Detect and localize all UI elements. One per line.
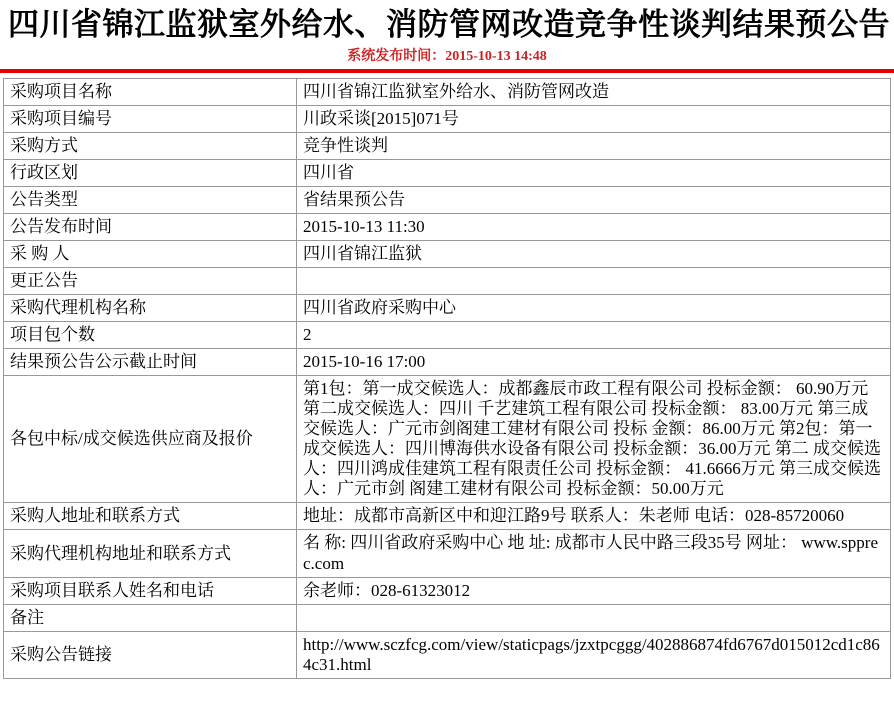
row-value: 2015-10-13 11:30	[297, 213, 891, 240]
table-row	[4, 105, 891, 132]
row-value: http://www.sczfcg.com/view/staticpags/jzxtpcggg/402886874fd6767d015012cd1c864c31.html	[297, 631, 891, 678]
row-value: 2015-10-16 17:00	[297, 349, 891, 376]
table-row	[4, 267, 891, 294]
row-label: 采购项目联系人姓名和电话	[4, 577, 297, 604]
row-label: 结果预公告公示截止时间	[4, 349, 297, 376]
row-value: 2	[297, 322, 891, 349]
table-row	[4, 503, 891, 530]
table-row	[4, 240, 891, 267]
row-label: 采购项目名称	[4, 78, 297, 105]
table-row	[4, 604, 891, 631]
row-value: 四川省锦江监狱室外给水、消防管网改造	[297, 78, 891, 105]
row-value: 名 称: 四川省政府采购中心 地 址: 成都市人民中路三段35号 网址： www.spprec.com	[297, 530, 891, 577]
row-value: 四川省政府采购中心	[297, 295, 891, 322]
row-label: 采购代理机构名称	[4, 295, 297, 322]
table-row	[4, 186, 891, 213]
row-label: 采 购 人	[4, 240, 297, 267]
table-row	[4, 376, 891, 503]
row-value: 四川省锦江监狱	[297, 240, 891, 267]
row-label: 采购方式	[4, 132, 297, 159]
table-row	[4, 132, 891, 159]
row-label: 更正公告	[4, 267, 297, 294]
row-value: 四川省	[297, 159, 891, 186]
row-label: 各包中标/成交候选供应商及报价	[4, 376, 297, 503]
table-row	[4, 349, 891, 376]
row-label: 项目包个数	[4, 322, 297, 349]
table-row	[4, 295, 891, 322]
row-label: 公告发布时间	[4, 213, 297, 240]
table-row	[4, 159, 891, 186]
row-value: 地址：成都市高新区中和迎江路9号 联系人：朱老师 电话：028-85720060	[297, 503, 891, 530]
publish-time: 系统发布时间：2015-10-13 14:48	[347, 48, 547, 64]
announcement-table-body	[4, 78, 891, 678]
table-row	[4, 631, 891, 678]
row-label: 采购代理机构地址和联系方式	[4, 530, 297, 577]
page-title: 四川省锦江监狱室外给水、消防管网改造竞争性谈判结果预公告	[8, 7, 890, 42]
row-value: 竞争性谈判	[297, 132, 891, 159]
row-value: 第1包：第一成交候选人：成都鑫辰市政工程有限公司 投标金额： 60.90万元 第二成交候选人：四川 千艺建筑工程有限公司 投标金额： 83.00万元 第三成交候选人：广元市剑阁建工建材有限公司 投标 金额：86.00万元 第2包：第一成交候选人：四川博海供水设备有限公司 投标金额：36.00万元 第二 成交候选人：四川鸿成佳建筑工程有限责任公司 投标金额： 41.6666万元 第三成交候选人：广元市剑 阁建工建材有限公司 投标金额：50.00万元	[297, 376, 891, 503]
row-label: 采购人地址和联系方式	[4, 503, 297, 530]
table-row	[4, 78, 891, 105]
announcement-table	[3, 78, 891, 679]
row-value: 余老师：028-61323012	[297, 577, 891, 604]
row-label: 备注	[4, 604, 297, 631]
row-label: 采购公告链接	[4, 631, 297, 678]
row-label: 行政区划	[4, 159, 297, 186]
row-value: 省结果预公告	[297, 186, 891, 213]
table-row	[4, 530, 891, 577]
table-row	[4, 213, 891, 240]
row-label: 公告类型	[4, 186, 297, 213]
table-row	[4, 322, 891, 349]
row-value	[297, 267, 891, 294]
row-label: 采购项目编号	[4, 105, 297, 132]
row-value	[297, 604, 891, 631]
red-divider	[0, 69, 894, 73]
row-value: 川政采谈[2015]071号	[297, 105, 891, 132]
table-row	[4, 577, 891, 604]
